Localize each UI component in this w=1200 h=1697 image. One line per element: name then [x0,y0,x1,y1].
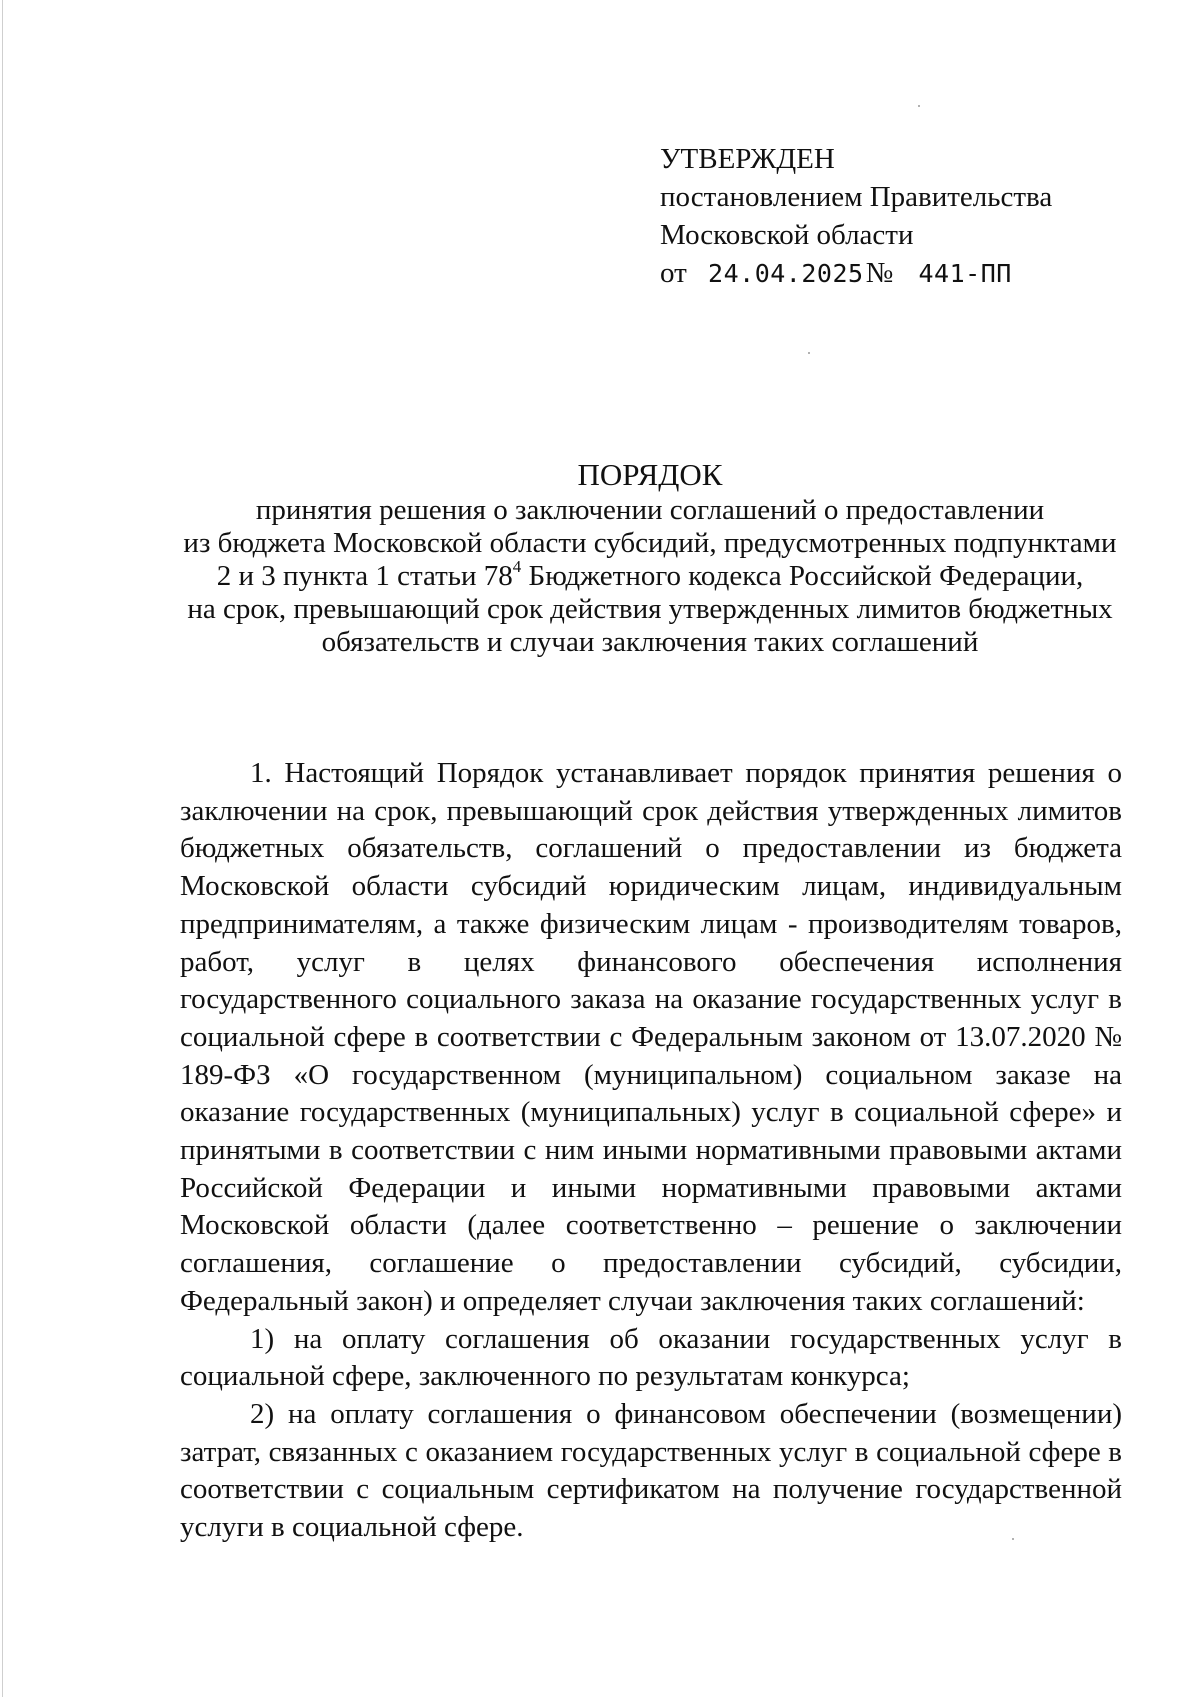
approval-number-sign: № [865,257,894,289]
paragraph-1: 1. Настоящий Порядок устанавливает порядок принятия решения о заключении на срок, превышающий срок действия утвержденных лимитов бюджетных обязательств, соглашений о предоставлении из бюджета Московской области субсидий юридическим лицам, индивидуальным предпринимателям, а также физическим лицам - производителям товаров, работ, услуг в целях финансового обеспечения исполнения государственного социального заказа на оказание государственных услуг в социальной сфере в соответствии с Федеральным законом от 13.07.2020 № 189-ФЗ «О государственном (муниципальном) социальном заказе на оказание государственных (муниципальных) услуг в социальной сфере» и принятыми в соответствии с ним иными нормативными правовыми актами Российской Федерации и иными нормативными правовыми актами Московской области (далее соответственно – решение о заключении соглашения, соглашение о предоставлении субсидий, субсидии, Федеральный закон) и определяет случаи заключения таких соглашений: [180,757,1122,1317]
title-superscript: 4 [512,557,522,577]
scan-edge [2,0,3,1697]
approval-line-2: Московской области [660,219,914,251]
approval-line-1: постановлением Правительства [660,181,1053,213]
title-heading: ПОРЯДОК [577,457,723,492]
title-line-2: из бюджета Московской области субсидий, предусмотренных подпунктами [183,527,1117,559]
document-body [180,755,1122,1547]
approval-date-prefix: от [660,257,687,289]
title-line-3-after: Бюджетного кодекса Российской Федерации, [521,560,1084,592]
paragraph-item-1: 1) на оплату соглашения об оказании государственных услуг в социальной сфере, заключенного по результатам конкурса; [180,1322,1122,1393]
approval-block [660,140,1140,293]
title-line-4: на срок, превышающий срок действия утвержденных лимитов бюджетных [187,593,1113,625]
scan-speck [918,105,920,107]
document-title [170,458,1130,659]
approval-status: УТВЕРЖДЕН [660,143,835,175]
title-line-3-before: 2 и 3 пункта 1 статьи 78 [216,560,513,592]
title-line-5: обязательств и случаи заключения таких соглашений [321,626,979,658]
approval-date-line [660,254,1140,293]
paragraph-item-2: 2) на оплату соглашения о финансовом обеспечении (возмещении) затрат, связанных с оказанием государственных услуг в социальной сфере в соответствии с социальным сертификатом на получение государственной услуги в социальной сфере. [180,1397,1122,1544]
approval-date: 24.04.2025 [708,259,864,288]
scan-speck [808,352,810,354]
approval-number: 441-ПП [918,259,1012,288]
title-line-1: принятия решения о заключении соглашений о предоставлении [255,494,1045,526]
title-line-3 [170,557,1130,593]
